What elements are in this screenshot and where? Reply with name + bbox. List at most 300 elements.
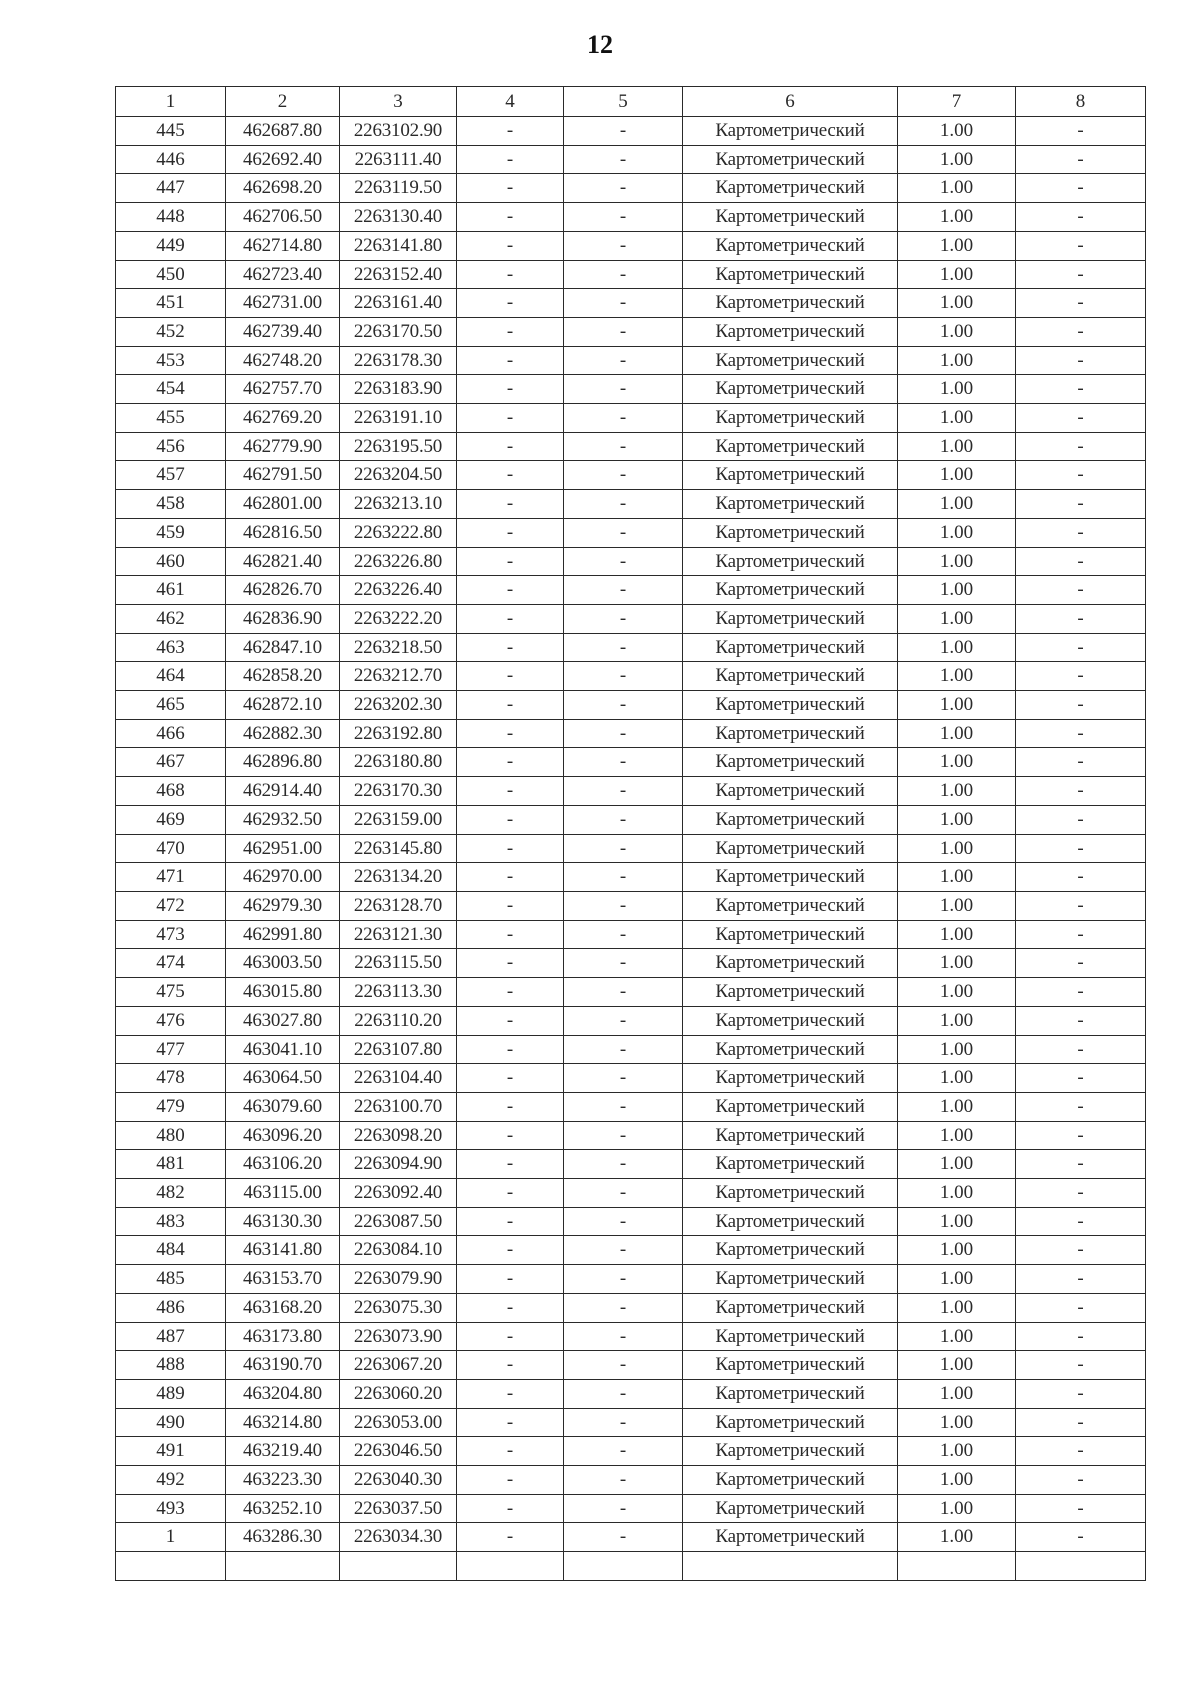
point-number-cell: 488 [116,1351,226,1380]
col5-cell: - [564,1092,683,1121]
table-row [116,576,1146,605]
col8-cell: - [1016,461,1146,490]
col5-cell: - [564,1121,683,1150]
point-number-cell: 1 [116,1523,226,1552]
table-row [116,1293,1146,1322]
point-number-cell: 479 [116,1092,226,1121]
value-cell: 1.00 [898,748,1016,777]
method-cell: Картометрический [683,1064,898,1093]
point-number-cell: 457 [116,461,226,490]
method-cell: Картометрический [683,1408,898,1437]
table-row [116,805,1146,834]
col4-cell: - [457,289,564,318]
col4-cell: - [457,834,564,863]
coord-x-cell: 462872.10 [226,691,340,720]
table-row [116,1064,1146,1093]
coord-x-cell: 463106.20 [226,1150,340,1179]
coord-y-cell: 2263087.50 [340,1207,457,1236]
col5-cell: - [564,1236,683,1265]
col5-cell: - [564,260,683,289]
value-cell: 1.00 [898,633,1016,662]
col8-cell: - [1016,863,1146,892]
value-cell: 1.00 [898,490,1016,519]
coord-x-cell: 462779.90 [226,432,340,461]
coord-y-cell: 2263073.90 [340,1322,457,1351]
col8-cell: - [1016,1064,1146,1093]
value-cell: 1.00 [898,1236,1016,1265]
coord-y-cell: 2263128.70 [340,891,457,920]
value-cell: 1.00 [898,719,1016,748]
coord-x-cell: 462836.90 [226,604,340,633]
table-row [116,490,1146,519]
point-number-cell: 471 [116,863,226,892]
method-cell: Картометрический [683,203,898,232]
table-row [116,404,1146,433]
value-cell: 1.00 [898,604,1016,633]
col5-cell: - [564,1064,683,1093]
coord-x-cell: 463096.20 [226,1121,340,1150]
coord-y-cell: 2263053.00 [340,1408,457,1437]
method-cell: Картометрический [683,1437,898,1466]
value-cell: 1.00 [898,289,1016,318]
col4-cell: - [457,978,564,1007]
col5-cell: - [564,777,683,806]
coord-x-cell: 462816.50 [226,518,340,547]
table-row [116,1523,1146,1552]
col8-cell: - [1016,1179,1146,1208]
col4-cell: - [457,1006,564,1035]
table-row [116,260,1146,289]
col4-cell: - [457,949,564,978]
method-cell: Картометрический [683,404,898,433]
coord-y-cell: 2263110.20 [340,1006,457,1035]
col8-cell: - [1016,1265,1146,1294]
col4-cell: - [457,231,564,260]
table-row [116,1121,1146,1150]
col8-cell: - [1016,1207,1146,1236]
coord-x-cell: 463286.30 [226,1523,340,1552]
point-number-cell: 445 [116,117,226,146]
value-cell: 1.00 [898,576,1016,605]
coord-x-cell: 462706.50 [226,203,340,232]
col8-cell: - [1016,576,1146,605]
coord-x-cell: 462914.40 [226,777,340,806]
empty-cell [683,1552,898,1581]
col8-cell: - [1016,662,1146,691]
method-cell: Картометрический [683,1006,898,1035]
table-row [116,748,1146,777]
coord-y-cell: 2263121.30 [340,920,457,949]
table-row [116,174,1146,203]
col5-cell: - [564,1006,683,1035]
point-number-cell: 455 [116,404,226,433]
col4-cell: - [457,1265,564,1294]
coord-x-cell: 463130.30 [226,1207,340,1236]
col8-cell: - [1016,633,1146,662]
col8-cell: - [1016,834,1146,863]
col8-cell: - [1016,1466,1146,1495]
method-cell: Картометрический [683,1035,898,1064]
col4-cell: - [457,1236,564,1265]
col8-cell: - [1016,490,1146,519]
col5-cell: - [564,317,683,346]
method-cell: Картометрический [683,547,898,576]
coord-y-cell: 2263100.70 [340,1092,457,1121]
coord-x-cell: 462801.00 [226,490,340,519]
point-number-cell: 450 [116,260,226,289]
coord-x-cell: 463214.80 [226,1408,340,1437]
col5-cell: - [564,891,683,920]
coord-x-cell: 462791.50 [226,461,340,490]
coord-y-cell: 2263202.30 [340,691,457,720]
coord-y-cell: 2263092.40 [340,1179,457,1208]
col8-cell: - [1016,891,1146,920]
col8-cell: - [1016,432,1146,461]
value-cell: 1.00 [898,203,1016,232]
col4-cell: - [457,1322,564,1351]
point-number-cell: 493 [116,1494,226,1523]
col5-cell: - [564,231,683,260]
col8-cell: - [1016,691,1146,720]
method-cell: Картометрический [683,662,898,691]
table-row [116,777,1146,806]
coord-y-cell: 2263226.40 [340,576,457,605]
col5-cell: - [564,719,683,748]
value-cell: 1.00 [898,920,1016,949]
point-number-cell: 461 [116,576,226,605]
coord-y-cell: 2263192.80 [340,719,457,748]
table-row [116,1179,1146,1208]
table-row [116,719,1146,748]
column-header-7: 7 [898,87,1016,117]
table-row [116,317,1146,346]
col8-cell: - [1016,174,1146,203]
value-cell: 1.00 [898,1207,1016,1236]
point-number-cell: 446 [116,145,226,174]
coord-x-cell: 462979.30 [226,891,340,920]
coord-x-cell: 462723.40 [226,260,340,289]
coord-x-cell: 462970.00 [226,863,340,892]
coord-y-cell: 2263115.50 [340,949,457,978]
col8-cell: - [1016,1006,1146,1035]
method-cell: Картометрический [683,633,898,662]
method-cell: Картометрический [683,260,898,289]
col4-cell: - [457,1121,564,1150]
value-cell: 1.00 [898,145,1016,174]
col5-cell: - [564,174,683,203]
col5-cell: - [564,1466,683,1495]
col8-cell: - [1016,1494,1146,1523]
point-number-cell: 478 [116,1064,226,1093]
value-cell: 1.00 [898,117,1016,146]
coord-x-cell: 463115.00 [226,1179,340,1208]
page-number: 12 [587,30,613,59]
coord-x-cell: 463041.10 [226,1035,340,1064]
col5-cell: - [564,518,683,547]
col5-cell: - [564,978,683,1007]
col5-cell: - [564,662,683,691]
point-number-cell: 456 [116,432,226,461]
method-cell: Картометрический [683,174,898,203]
coord-x-cell: 462882.30 [226,719,340,748]
col5-cell: - [564,691,683,720]
point-number-cell: 448 [116,203,226,232]
col4-cell: - [457,691,564,720]
col5-cell: - [564,547,683,576]
method-cell: Картометрический [683,891,898,920]
coord-x-cell: 463141.80 [226,1236,340,1265]
col8-cell: - [1016,1293,1146,1322]
value-cell: 1.00 [898,834,1016,863]
method-cell: Картометрический [683,691,898,720]
col5-cell: - [564,1523,683,1552]
col8-cell: - [1016,117,1146,146]
coord-y-cell: 2263046.50 [340,1437,457,1466]
col4-cell: - [457,461,564,490]
point-number-cell: 462 [116,604,226,633]
value-cell: 1.00 [898,1179,1016,1208]
col4-cell: - [457,1293,564,1322]
coord-y-cell: 2263107.80 [340,1035,457,1064]
coord-x-cell: 462826.70 [226,576,340,605]
col5-cell: - [564,1150,683,1179]
table-row [116,1236,1146,1265]
col5-cell: - [564,1207,683,1236]
col4-cell: - [457,1523,564,1552]
col8-cell: - [1016,260,1146,289]
value-cell: 1.00 [898,978,1016,1007]
coord-y-cell: 2263170.50 [340,317,457,346]
method-cell: Картометрический [683,1236,898,1265]
coord-x-cell: 463190.70 [226,1351,340,1380]
point-number-cell: 492 [116,1466,226,1495]
table-row [116,461,1146,490]
coord-y-cell: 2263111.40 [340,145,457,174]
method-cell: Картометрический [683,1466,898,1495]
point-number-cell: 451 [116,289,226,318]
table-row [116,949,1146,978]
col5-cell: - [564,576,683,605]
column-header-4: 4 [457,87,564,117]
col8-cell: - [1016,1092,1146,1121]
point-number-cell: 475 [116,978,226,1007]
coord-x-cell: 463223.30 [226,1466,340,1495]
value-cell: 1.00 [898,432,1016,461]
method-cell: Картометрический [683,1265,898,1294]
value-cell: 1.00 [898,891,1016,920]
point-number-cell: 449 [116,231,226,260]
col8-cell: - [1016,805,1146,834]
coord-x-cell: 463219.40 [226,1437,340,1466]
column-header-3: 3 [340,87,457,117]
value-cell: 1.00 [898,1466,1016,1495]
col5-cell: - [564,748,683,777]
col8-cell: - [1016,719,1146,748]
col8-cell: - [1016,317,1146,346]
col5-cell: - [564,920,683,949]
table-row [116,1437,1146,1466]
coord-y-cell: 2263183.90 [340,375,457,404]
col5-cell: - [564,1494,683,1523]
value-cell: 1.00 [898,375,1016,404]
col8-cell: - [1016,1379,1146,1408]
table-row [116,891,1146,920]
col8-cell: - [1016,404,1146,433]
col5-cell: - [564,604,683,633]
coord-x-cell: 462769.20 [226,404,340,433]
point-number-cell: 477 [116,1035,226,1064]
value-cell: 1.00 [898,518,1016,547]
coord-x-cell: 463153.70 [226,1265,340,1294]
empty-row [116,1552,1146,1581]
method-cell: Картометрический [683,518,898,547]
col4-cell: - [457,1494,564,1523]
col4-cell: - [457,719,564,748]
col4-cell: - [457,260,564,289]
coord-y-cell: 2263134.20 [340,863,457,892]
point-number-cell: 481 [116,1150,226,1179]
col4-cell: - [457,432,564,461]
col5-cell: - [564,1351,683,1380]
method-cell: Картометрический [683,346,898,375]
empty-cell [116,1552,226,1581]
point-number-cell: 463 [116,633,226,662]
coord-x-cell: 462687.80 [226,117,340,146]
method-cell: Картометрический [683,317,898,346]
coordinates-table [115,86,1146,1581]
col8-cell: - [1016,1236,1146,1265]
col4-cell: - [457,1179,564,1208]
col5-cell: - [564,1293,683,1322]
col4-cell: - [457,145,564,174]
method-cell: Картометрический [683,1293,898,1322]
point-number-cell: 484 [116,1236,226,1265]
col4-cell: - [457,633,564,662]
method-cell: Картометрический [683,432,898,461]
col8-cell: - [1016,1523,1146,1552]
coord-x-cell: 462748.20 [226,346,340,375]
coord-y-cell: 2263094.90 [340,1150,457,1179]
coord-x-cell: 462739.40 [226,317,340,346]
coord-x-cell: 462731.00 [226,289,340,318]
col5-cell: - [564,346,683,375]
col4-cell: - [457,203,564,232]
value-cell: 1.00 [898,662,1016,691]
method-cell: Картометрический [683,604,898,633]
col4-cell: - [457,1207,564,1236]
value-cell: 1.00 [898,346,1016,375]
coord-y-cell: 2263075.30 [340,1293,457,1322]
table-row [116,1351,1146,1380]
coord-y-cell: 2263222.20 [340,604,457,633]
col4-cell: - [457,317,564,346]
value-cell: 1.00 [898,949,1016,978]
point-number-cell: 460 [116,547,226,576]
col4-cell: - [457,547,564,576]
method-cell: Картометрический [683,375,898,404]
col8-cell: - [1016,920,1146,949]
coord-y-cell: 2263067.20 [340,1351,457,1380]
coord-y-cell: 2263102.90 [340,117,457,146]
coord-x-cell: 462714.80 [226,231,340,260]
col4-cell: - [457,117,564,146]
method-cell: Картометрический [683,490,898,519]
point-number-cell: 482 [116,1179,226,1208]
column-header-5: 5 [564,87,683,117]
col8-cell: - [1016,604,1146,633]
point-number-cell: 464 [116,662,226,691]
col5-cell: - [564,461,683,490]
col4-cell: - [457,863,564,892]
table-row [116,633,1146,662]
value-cell: 1.00 [898,1379,1016,1408]
point-number-cell: 485 [116,1265,226,1294]
col5-cell: - [564,375,683,404]
coord-x-cell: 462951.00 [226,834,340,863]
coord-x-cell: 462932.50 [226,805,340,834]
method-cell: Картометрический [683,1379,898,1408]
column-header-1: 1 [116,87,226,117]
coord-y-cell: 2263113.30 [340,978,457,1007]
coord-x-cell: 463027.80 [226,1006,340,1035]
point-number-cell: 480 [116,1121,226,1150]
method-cell: Картометрический [683,949,898,978]
method-cell: Картометрический [683,805,898,834]
table-row [116,1035,1146,1064]
table-row [116,1379,1146,1408]
coord-y-cell: 2263104.40 [340,1064,457,1093]
coord-x-cell: 463252.10 [226,1494,340,1523]
method-cell: Картометрический [683,1322,898,1351]
col4-cell: - [457,777,564,806]
col4-cell: - [457,576,564,605]
point-number-cell: 486 [116,1293,226,1322]
col4-cell: - [457,1351,564,1380]
coord-y-cell: 2263191.10 [340,404,457,433]
coord-y-cell: 2263119.50 [340,174,457,203]
coord-x-cell: 463015.80 [226,978,340,1007]
col5-cell: - [564,404,683,433]
column-header-2: 2 [226,87,340,117]
table-row [116,920,1146,949]
table-row [116,117,1146,146]
method-cell: Картометрический [683,576,898,605]
point-number-cell: 465 [116,691,226,720]
col5-cell: - [564,1408,683,1437]
point-number-cell: 487 [116,1322,226,1351]
col5-cell: - [564,432,683,461]
method-cell: Картометрический [683,1494,898,1523]
value-cell: 1.00 [898,1293,1016,1322]
value-cell: 1.00 [898,1035,1016,1064]
col8-cell: - [1016,231,1146,260]
col5-cell: - [564,1437,683,1466]
method-cell: Картометрический [683,834,898,863]
value-cell: 1.00 [898,1121,1016,1150]
table-row [116,518,1146,547]
col4-cell: - [457,174,564,203]
coord-y-cell: 2263034.30 [340,1523,457,1552]
method-cell: Картометрический [683,1150,898,1179]
method-cell: Картометрический [683,1121,898,1150]
method-cell: Картометрический [683,1092,898,1121]
coord-y-cell: 2263204.50 [340,461,457,490]
method-cell: Картометрический [683,777,898,806]
method-cell: Картометрический [683,461,898,490]
point-number-cell: 459 [116,518,226,547]
coord-x-cell: 463003.50 [226,949,340,978]
coord-y-cell: 2263218.50 [340,633,457,662]
